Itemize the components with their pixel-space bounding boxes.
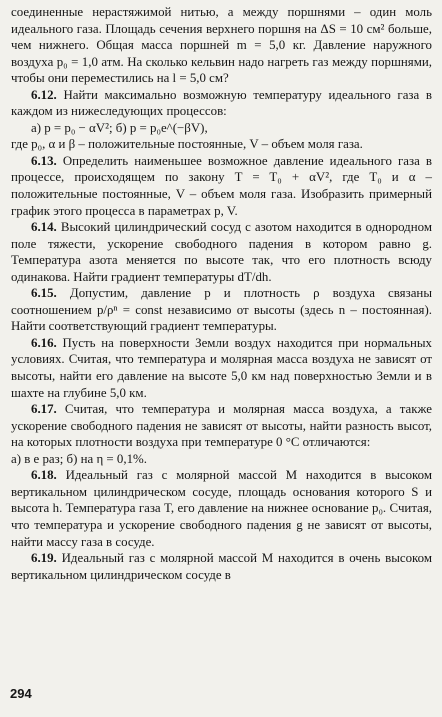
problem-number: 6.12. xyxy=(31,87,57,102)
problem-text: Высокий цилиндрический сосуд с азотом находится в однородном поле тяжести, ускорение свободного падения в котором равно g. Температура азота меняется по высоте так, что его плотность всюду одинакова. Найти градиент температуры dT/dh. xyxy=(11,220,432,284)
problem-6-12-notes xyxy=(11,136,432,153)
problem-number: 6.18. xyxy=(31,468,57,483)
problem-6-15 xyxy=(11,285,432,335)
paragraph-text: где p₀, α и β – положительные постоянные, V – объем моля газа. xyxy=(11,137,363,152)
paragraph-continuation xyxy=(11,4,432,87)
problem-number: 6.17. xyxy=(31,402,57,417)
problem-number: 6.19. xyxy=(31,551,57,566)
problem-number: 6.15. xyxy=(31,286,57,301)
problem-6-12-formulas xyxy=(11,120,432,137)
formula-line: а) p = p₀ − αV²; б) p = p₀e^(−βV), xyxy=(31,120,208,135)
problem-6-17-options xyxy=(11,451,432,468)
problem-number: 6.16. xyxy=(31,335,57,350)
page-number: 294 xyxy=(10,686,32,701)
page-body xyxy=(11,4,432,583)
problem-6-14 xyxy=(11,219,432,285)
problem-text: Идеальный газ с молярной массой M находится в очень высоком вертикальном цилиндрическом сосуде в xyxy=(11,551,432,582)
problem-text: Найти максимально возможную температуру идеального газа в каждом из нижеследующих процессов: xyxy=(11,87,432,119)
problem-number: 6.14. xyxy=(31,220,57,235)
options-line: а) в e раз; б) на η = 0,1%. xyxy=(11,451,147,466)
problem-6-19 xyxy=(11,550,432,583)
problem-6-18 xyxy=(11,467,432,550)
problem-6-17 xyxy=(11,401,432,451)
problem-text: Считая, что температура и молярная масса воздуха, а также ускорение свободного падения не зависят от высоты, найти разность высот, на которых плотности воздуха при температуре 0 °C отличаются: xyxy=(11,402,432,450)
problem-text: Допустим, давление p и плотность ρ воздуха связаны соотношением p/ρⁿ = const независимо от высоты (здесь n – постоянная). Найти соответствующий градиент температуры. xyxy=(11,286,432,334)
problem-text: Пусть на поверхности Земли воздух находится при нормальных условиях. Считая, что температура и молярная масса воздуха не зависят от высоты, найти его давление на высоте 5,0 км над поверхностью Земли и в шахте на глубине 5,0 км. xyxy=(11,335,432,400)
problem-number: 6.13. xyxy=(31,153,57,168)
problem-6-12 xyxy=(11,87,432,120)
problem-text: Определить наименьшее возможное давление идеального газа в процессе, происходящем по закону T = T₀ + αV², где T₀ и α – положительные постоянные, V – объем моля газа. Изобразить примерный график этого процесса в параметрах p, V. xyxy=(11,153,432,218)
problem-6-13 xyxy=(11,153,432,219)
problem-text: Идеальный газ с молярной массой M находится в высоком вертикальном цилиндрическом сосуде, площадь основания которого S и высота h. Температура газа T, его давление на нижнее основание p₀. Считая, что температура и ускорение свободного падения g не зависят от высоты, найти массу газа в сосуде. xyxy=(11,468,432,549)
problem-6-16 xyxy=(11,335,432,401)
paragraph-text: соединенные нерастяжимой нитью, а между поршнями – один моль идеального газа. Площадь сечения верхнего поршня на ΔS = 10 см² больше, чем нижнего. Общая масса поршней m = 5,0 кг. Давление наружного воздуха p₀ = 1,0 атм. На сколько кельвин надо нагреть газ между поршнями, чтобы они переместились на l = 5,0 см? xyxy=(11,5,432,86)
